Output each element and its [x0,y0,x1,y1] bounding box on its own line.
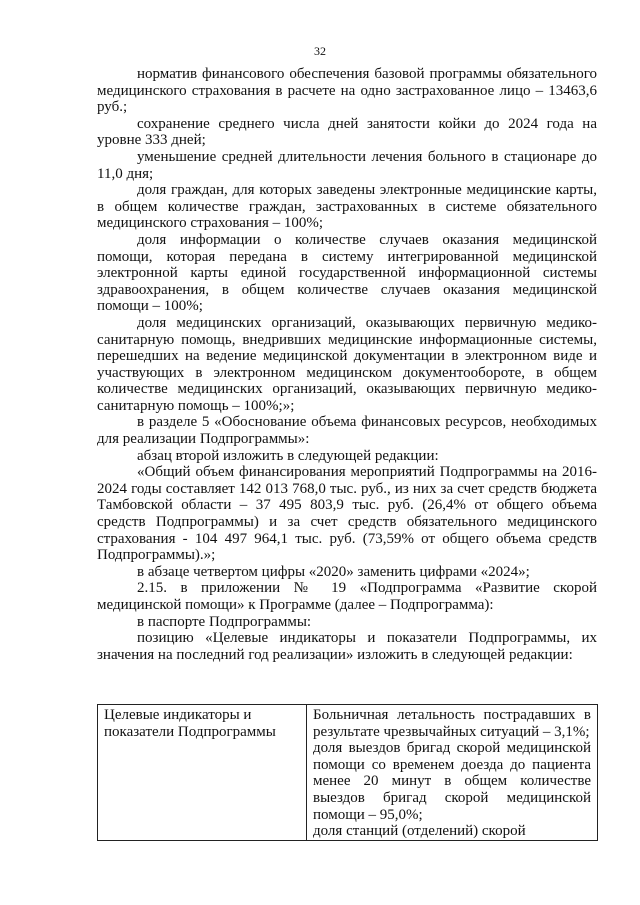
paragraph: доля граждан, для которых заведены электронные медицинские карты, в общем количестве граждан, застрахованных в системе обязательного медицинского страхования – 100%; [97,182,597,232]
paragraph: доля медицинских организаций, оказывающих первичную медико-санитарную помощь, внедривших медицинские информационные системы, перешедших на ведение медицинской документации в электронном виде и участвующих в электронном медицинском документообороте, в общем количестве медицинских организаций, оказывающих первичную медико-санитарную помощь – 100%;»; [97,314,597,414]
paragraph: норматив финансового обеспечения базовой программы обязательного медицинского страхования в расчете на одно застрахованное лицо – 13463,6 руб.; [97,66,597,116]
indicators-table [97,704,598,841]
paragraph: сохранение среднего числа дней занятости койки до 2024 года на уровне 333 дней; [97,115,597,149]
table-row [98,705,598,841]
paragraph: в разделе 5 «Обоснование объема финансовых ресурсов, необходимых для реализации Подпрограммы»: [97,414,597,448]
paragraph: уменьшение средней длительности лечения больного в стационаре до 11,0 дня; [97,148,597,182]
indicator-item: доля выездов бригад скорой медицинской помощи со временем доезда до пациента менее 20 минут в общем количестве выездов бригад скорой медицинской помощи – 95,0%; [313,740,591,823]
indicator-item: доля станций (отделений) скорой [313,823,526,840]
paragraph: в абзаце четвертом цифры «2020» заменить цифрами «2024»; [137,563,530,580]
paragraph: доля информации о количестве случаев оказания медицинской помощи, которая передана в систему интегрированной медицинской электронной карты единой государственной информационной системы здравоохранения, в общем количестве случаев оказания медицинской помощи – 100%; [97,231,597,315]
paragraph: «Общий объем финансирования мероприятий Подпрограммы на 2016-2024 годы составляет 142 013 768,0 тыс. руб., из них за счет средств бюджета Тамбовской области – 37 495 803,9 тыс. руб. (26,4% от общего объема средств Подпрограммы) и за счет средств обязательного медицинского страхования - 104 497 964,1 тыс. руб. (73,59% от общего объема средств Подпрограммы).»; [97,464,597,564]
paragraph: 2.15. в приложении № 19 «Подпрограмма «Развитие скорой медицинской помощи» к Программе (далее – Подпрограмма): [97,580,597,613]
paragraph: в паспорте Подпрограммы: [137,613,312,630]
indicator-item: Больничная летальность пострадавших в результате чрезвычайных ситуаций – 3,1%; [313,707,591,740]
table-cell-values [307,705,598,841]
document-body [97,66,597,663]
paragraph: абзац второй изложить в следующей редакции: [137,447,439,464]
table-cell-label: Целевые индикаторы и показатели Подпрограммы [98,705,307,841]
paragraph: позицию «Целевые индикаторы и показатели Подпрограммы, их значения на последний год реализации» изложить в следующей редакции: [97,630,597,663]
page-number: 32 [314,44,326,58]
